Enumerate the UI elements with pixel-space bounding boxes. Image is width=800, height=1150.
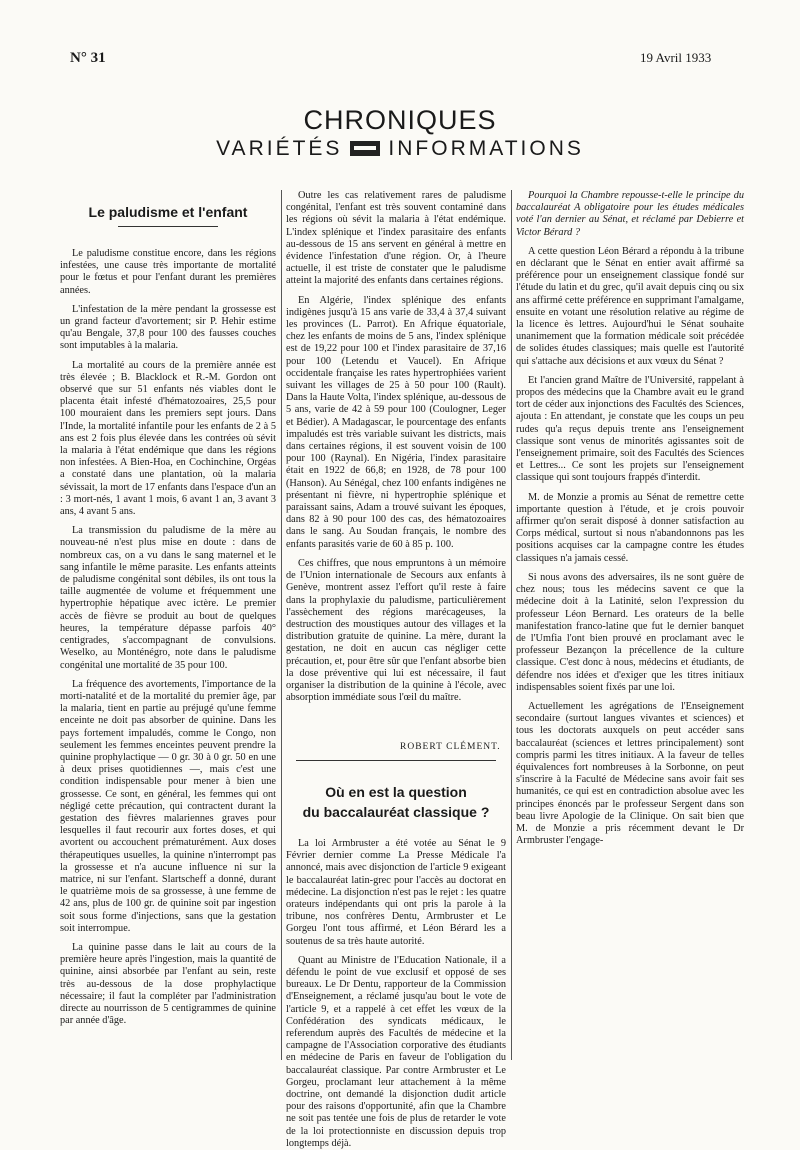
paragraph: Si nous avons des adversaires, ils ne sont guère de chez nous; tous les médecins savent ce que la médecine doit à la Latinité, selon l'expression du professeur Léon Bernard. Les orateurs de la belle manifestation franco-latine que fut le dernier banquet de l'Umfia l'ont bien prouvé en proclamant avec le professeur Bezançon la précellence de la culture classique. C'est donc à nous, médecins et étudiants, de défendre nos idées et d'exiger que les titres initiaux indispensables soient fixés par une loi.: [516, 571, 744, 693]
article2-title: [286, 782, 506, 822]
vertical-rule-1: [281, 190, 282, 1060]
article1-column-1: [60, 248, 276, 1048]
paragraph: La quinine passe dans le lait au cours de la première heure après l'ingestion, mais la quantité de quinine, ainsi absorbée par l'enfant au sein, reste très au-dessous de la dose prophylactique nécessaire; il faut la compléter par l'administration directe au nourrisson de 5 centigrammes de quinine par année d'âge.: [60, 941, 276, 1027]
banner-subtitle: [0, 137, 800, 161]
article2-title-line1: Où en est la question: [325, 784, 467, 800]
title-underline: [118, 226, 218, 227]
paragraph: Outre les cas relativement rares de paludisme congénital, l'enfant est très souvent contaminé dans les régions où sévit la malaria à l'état endémique. L'index splénique et l'index parasitaire des enfants au-dessous de 15 ans servent en général à mettre en évidence l'infestation d'une région. Or, à l'heure actuelle, il est triste de constater que le paludisme atteint la majorité des enfants dans certaines régions.: [286, 190, 506, 287]
article-separator: [296, 760, 496, 761]
paragraph: Actuellement les agrégations de l'Enseignement secondaire (surtout langues vivantes et sciences) et tous les doctorats auxquels on peut accéder sans baccalauréat (sciences et lettres principalement) sont compris parmi les titres initiaux. A la faveur de telles équivalences fort nombreuses à la Sorbonne, on peut s'inscrire à la Faculté de Médecine sans avoir fait ses humanités, ce qui est en contradiction absolue avec les principes énoncés par le professeur Sergent dans son beau livre Apologie de la Clinique. On sait bien que M. de Monzie a pris récemment devant le Dr Armbruster l'engage-: [516, 700, 744, 847]
paragraph: En Algérie, l'index splénique des enfants indigènes jusqu'à 15 ans varie de 33,4 à 37,4 suivant les provinces (L. Parrot). En Afrique équatoriale, chez les enfants de moins de 5 ans, l'index splénique est de 19,22 pour 100 et l'index parasitaire de 37,16 pour 100 (Letendu et Vaucel). En Afrique occidentale française les rates hypertrophiées varient suivant les villages de 25 à 50 pour 100 (Rault). Dans la Haute Volta, l'index splénique, au-dessous de 5 ans, varie de 42 à 59 pour 100 (Coulogner, Leger et Bédier). A Madagascar, le pourcentage des enfants impaludés est très variable suivant les districts, mais dans certaines régions, il est souvent voisin de 100 pour 100 (Raynal). En Nigéria, l'index parasitaire était en 1922 de 66,8; en 1928, de 78 pour 100 (Hanson). Au Sénégal, chez 100 enfants indigènes ne présentant ni fièvre, ni hypertrophie splénique et paraissant sains, Adam a trouvé suivant les époques, dans 82 à 90 pour 100 des cas, des hématozoaires dans le sang. Au Soudan français, le nombre des enfants parasités varie de 60 à 85 p. 100.: [286, 294, 506, 550]
vertical-rule-2: [511, 190, 512, 1060]
paragraph: La loi Armbruster a été votée au Sénat le 9 Février dernier comme La Presse Médicale l'a annoncé, mais avec disjonction de l'article 9 exigeant le baccalauréat latin-grec pour l'accès au doctorat en médecine. La disjonction n'est pas le rejet : les quatre orateurs indépendants qui ont pris la parole à la tribune, nos confrères Dentu, Armbruster et Le Gorgeu l'ont tous affirmé, et Léon Bérard les a soutenus de sa très haute autorité.: [286, 838, 506, 947]
paragraph: La transmission du paludisme de la mère au nouveau-né n'est plus mise en doute : dans de nombreux cas, on a vu dans le sang maternel et le sang infantile le même parasite. Les enfants atteints de paludisme congénital sont débiles, ils ont tous la taille augmentée de volume et fréquemment une hypertrophie hépatique avec ictère. Le premier accès de fièvre se produit au bout de quelques heures, la température dépasse parfois 40° centigrades, s'accompagnant de convulsions. Weselko, au Monténégro, note dans le paludisme congénital une mortalité de 35 pour 100.: [60, 525, 276, 671]
article1-column-2: [286, 190, 506, 750]
banner-right: INFORMATIONS: [388, 137, 584, 160]
banner-title: CHRONIQUES: [303, 105, 497, 135]
paragraph: Le paludisme constitue encore, dans les régions infestées, une cause très importante de mortalité pour le fœtus et pour l'enfant durant les premières années.: [60, 248, 276, 296]
paragraph: A cette question Léon Bérard a répondu à la tribune en déclarant que le Sénat en entier avait affirmé sa préférence pour un enseignement classique fondé sur l'étude du latin et du grec, qu'il avait depuis cinq ou six ans affirmé cette préférence en supprimant l'amalgame, ensuite en votant une résolution relative au régime de la licence ès lettres. Aujourd'hui le Sénat souhaite unanimement que la formation médicale soit précédée de solides études classiques; mais quelle est l'autorité qui s'attache aux décisions et aux vœux du Sénat ?: [516, 245, 744, 367]
paragraph: Ces chiffres, que nous empruntons à un mémoire de l'Union internationale de Secours aux enfants à Genève, montrent assez l'effort qu'il reste à faire dans la prophylaxie du paludisme, particulièrement l'assèchement des régions marécageuses, la destruction des moustiques autour des villages et la distribution gratuite de quinine. La mère, durant la gestation, ne doit en aucun cas négliger cette précaution, et, pour être sûr que l'enfant absorbe bien la dose préventive qui lui est nécessaire, il faut organiser la distribution de la quinine à l'école, avec absorption immédiate sous l'œil du maître.: [286, 557, 506, 704]
paragraph: La mortalité au cours de la première année est très élevée ; B. Blacklock et R.-M. Gordon ont observé que sur 51 enfants nés viables dont le placenta était infesté d'hématozoaires, 25,5 pour 100 mouraient dans les premiers sept jours. Dans l'Inde, la mortalité infantile pour les enfants de 2 à 5 ans est 2 fois plus élevée dans les contrées où sévit la malaria à l'état endémique que dans les régions non infestées. A Bien-Hoa, en Cochinchine, Orgéas a constaté dans une plantation, où la malaria sévissait, la mort de 17 enfants dans l'espace d'un an : 3 mort-nés, 1 avant 1 mois, 6 avant 1 an, 3 avant 3 ans, 4 avant 5 ans.: [60, 359, 276, 518]
article2-title-line2: du baccalauréat classique ?: [302, 804, 490, 820]
article1-author: ROBERT CLÉMENT.: [400, 742, 501, 752]
paragraph: L'infestation de la mère pendant la grossesse est un grand facteur d'avortement; sir P. Hehir estime qu'au Bengale, 37,8 pour 100 des fausses couches sont imputables à la malaria.: [60, 303, 276, 352]
issue-number: N° 31: [70, 50, 106, 66]
article2-column-2: [286, 838, 506, 1149]
banner-left: VARIÉTÉS: [216, 137, 343, 160]
ornament-icon: [350, 141, 380, 156]
paragraph: Pourquoi la Chambre repousse-t-elle le principe du baccalauréat A obligatoire pour les études médicales voté l'an dernier au Sénat, et réclamé par Debierre et Victor Bérard ?: [516, 190, 744, 238]
paragraph: M. de Monzie a promis au Sénat de remettre cette importante question à l'étude, et je crois pouvoir affirmer qu'on serait disposé à donner satisfaction au Corps médical, surtout si nous n'abandonnons pas les positions acquises car la campagne contre les études classiques n'a jamais cessé.: [516, 491, 744, 564]
article1-title: Le paludisme et l'enfant: [88, 204, 248, 220]
paragraph: Quant au Ministre de l'Education Nationale, il a défendu le point de vue exclusif et opposé de ses bureaux. Le Dr Dentu, rapporteur de la Commission d'Enseignement, a réclamé jusqu'au bout le vote de l'article 9, et a rappelé à cet effet les vœux de la Confédération des syndicats médicaux, le referendum auprès des Facultés de médecine et la campagne de l'Association corporative des étudiants en médecine de Paris en faveur de l'obligation du baccalauréat classique. Par contre Armbruster et Le Gorgeu, proclamant leur attachement à la même doctrine, ont demandé la disjonction dudit article pour des raisons d'opportunité, afin que la Chambre ne soit pas tentée une fois de plus de retarder le vote de la loi protectionniste en discussion depuis trop longtemps déjà.: [286, 954, 506, 1149]
paragraph: La fréquence des avortements, l'importance de la morti-natalité et de la mortalité du premier âge, par la malaria, tient en partie au préjugé qu'une femme enceinte ne doit pas absorber de quinine. Dans les pays fortement impaludés, comme le Congo, non seulement les femmes enceintes peuvent prendre la quinine prophylactique — 0 gr. 30 à 0 gr. 50 en une à deux prises quotidiennes —, mais c'est une condition indispensable pour mener à bien une grossesse. Ce sont, en général, les femmes qui ont négligé cette précaution, qui contractent durant la gestation des fièvres malariennes graves pour lesquelles il faut recourir aux fortes doses, et qui avortent ou accouchent prématurément. Aux doses thérapeutiques usuelles, la quinine n'interrompt pas la grossesse et n'a aucune influence ni sur la matrice, ni sur l'enfant. Slartscheff a donné, durant le quatrième mois de sa grossesse, à une femme de 42 ans, plus de 100 gr. de quinine soit par ingestion soit sous forme d'injections, sans que la gestation soit interrompue.: [60, 678, 276, 934]
issue-date: 19 Avril 1933: [640, 50, 712, 65]
article2-column-3: [516, 190, 744, 1070]
paragraph: Et l'ancien grand Maître de l'Université, rappelant à propos des médecins que la Chambre avait eu le grand tort de céder aux injonctions des Facultés des Sciences, ajouta : En attendant, je constate que les coups un peu rudes qu'a reçus depuis trente ans l'enseignement classique sont venus de minorités agissantes soit de l'enseignement primaire, soit des Facultés des Sciences et Lettres... Ce sont les projets sur l'enseignement classique qui sont toujours frappés d'interdit.: [516, 374, 744, 484]
